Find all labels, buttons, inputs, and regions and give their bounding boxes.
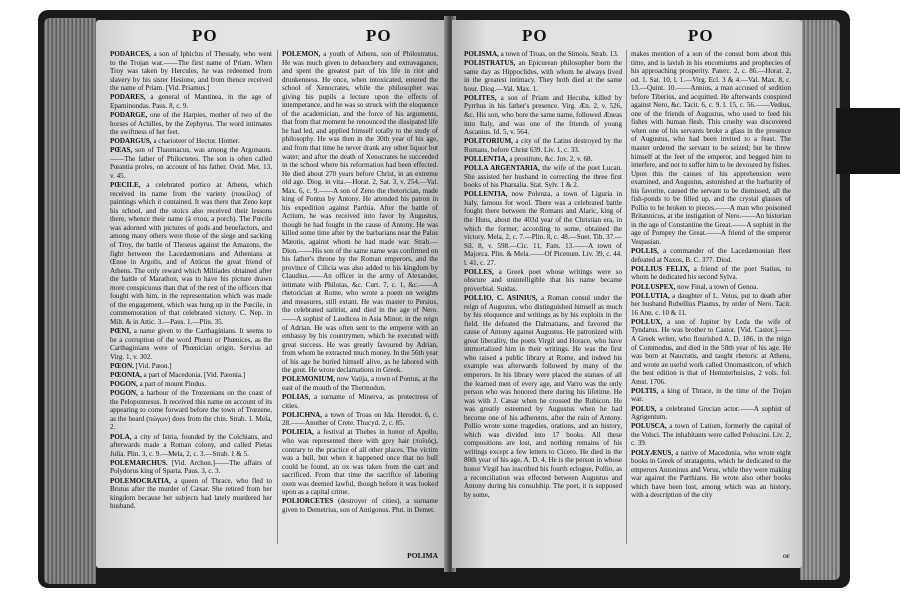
entry-headword: POLLIO, C. ASINIUS, <box>464 294 538 303</box>
dictionary-entry <box>110 146 272 180</box>
left-page-header <box>96 26 448 48</box>
dictionary-entry <box>282 393 438 410</box>
entry-text: a part of Macedonia. [Vid. Pæonia.] <box>143 370 246 379</box>
entry-text: a part of mount Pindus. <box>139 380 206 389</box>
entry-text: a city of Istria, founded by the Colchians, and afterwards made a Roman colony, and called Pietas Julia. Plin. 3, c. 9.—Mela, 2, c. 3.—Strab. 1 & 5. <box>110 432 272 458</box>
entry-text: a charioteer of Hector. Homer. <box>153 137 240 146</box>
entry-text: a youth of Athens, son of Philostratus. He was much given to debauchery and extravagance, and spent the greatest part of his life in riot and drunkenness. He once, when intoxicated, entered the school of Xenocrates, while the philosopher was giving his pupils a lecture upon the effects of intemperance, and he was so struck with the eloquence of the academician, and the force of his arguments, that from that moment he renounced the dissipated life he had led, and applied himself totally to the study of philosophy. He was then in the 30th year of his age, and from that time he never drank any other liquor but water; and after the death of Xenocrates he succeeded in the school where his reformation had been effected. He died about 270 years before Christ, in an extreme old age. Diog. in vita.—Horat. 2, Sat. 3, v. 254.—Val. Max. 6, c. 9.——A son of Zeno the rhetorician, made king of Pontus by Antony. He attended his patron in his expedition against Parthia. After the battle of Actium, he was received into favor by Augustus, though he had fought in the cause of Antony. He was killed some time after by the barbarians near the Palus Mæotis, against whom he had made war. Strab.—Dion.——His son of the same name was confirmed on his father's throne by the Roman emperors, and the province of Cilicia was also added to his kingdom by Claudius.——An officer in the army of Alexander, intimate with Philotas, &c. Curt. 7, c. 1, &c.——A rhetorician at Rome, who wrote a poem on weights and measures, still extant. He was master to Persius, the celebrated satirist, and died in the age of Nero.——A sophist of Laodicea in Asia Minor, in the reign of Adrian. He was often sent to the emperor with an embassy by his countrymen, which he executed with great success. He was greatly favoured by Adrian, from whom he extracted much money. In the 56th year of his age he buried himself alive, as he labored with the gout. He wrote declamations in Greek. <box>282 50 438 375</box>
dictionary-entry <box>631 318 791 386</box>
entry-text: the wife of the poet Lucan. She assisted her husband in correcting the three first books of his Pharsalia. Stat. Sylv. 1 & 2. <box>464 164 622 190</box>
entry-text: a festival at Thebes in honor of Apollo, who was represented there with grey hair (πολιός), contrary to the practice of all other places. The victim was a bull, but when it happened once that no bull could be found, an ox was taken from the cart and sacrificed. From that time the sacrifice of laboring oxen was deemed lawful, though before it was looked upon as a capital crime. <box>282 428 438 497</box>
entry-text: [Vid. Archon.]——The affairs of Polydorus king of Sparta. Paus. 3, c. 3. <box>110 458 272 476</box>
entry-headword: POLLENTIA, <box>464 190 508 199</box>
entry-text: a Greek poet whose writings were so obscure and unintelligible that his name became proverbial. Suidas. <box>464 267 622 293</box>
entry-text: a general of Mantinea, in the age of Epaminondas. Paus. 8, c. 9. <box>110 93 272 110</box>
right-column-1 <box>464 50 622 546</box>
dictionary-entry <box>464 190 622 267</box>
entry-headword: POLTIS, <box>631 386 659 395</box>
entry-text: a prostitute, &c. Juv. 2, v. 68. <box>509 154 593 163</box>
entry-text: a celebrated Grecian actor.——A sophist of Agrigentum. <box>631 404 791 422</box>
entry-headword: POLEMARCHUS. <box>110 458 168 467</box>
entry-headword: PŒON. <box>110 361 134 370</box>
entry-text: a harbour of the Trœzenians on the coast of the Peloponnesus. It received this name on account of its appearing to come forward before the town of Trœzene, as the beard (πώγων) does from the chin. Strab. 1. Mela, 2. <box>110 389 272 432</box>
entry-headword: POLITES, <box>464 93 497 102</box>
dictionary-entry <box>110 137 272 146</box>
entry-headword: PŒNI, <box>110 327 132 336</box>
entry-text: a queen of Thrace, who fled to Brutus after the murder of Cæsar. She retired from her kingdom because her subjects had lately murdered her husband. <box>110 476 272 511</box>
right-headword-2: PO <box>688 26 714 45</box>
dictionary-entry <box>282 375 438 392</box>
entry-text: a friend of the poet Statius, to whom he dedicated his second Sylva. <box>631 264 791 282</box>
left-headword-2: PO <box>366 26 392 45</box>
right-page-header <box>452 26 802 48</box>
entry-headword: POLLUX, <box>631 317 663 326</box>
dictionary-entry <box>110 111 272 137</box>
entry-text: one of the Harpies, mother of two of the horses of Achilles, by the Zephyrus. The word intimates the swiftness of her feet. <box>110 111 272 137</box>
entry-text: a name given to the Carthaginians. It seems to be a corruption of the word Phœni or Phœnices, as the Carthaginians were of Phœnician origin. Servius ad Virg. 1, v. 302. <box>110 327 272 361</box>
dictionary-entry <box>464 294 622 499</box>
dictionary-entry <box>110 181 272 326</box>
entry-text: a town of Latium, formerly the capital of the Volsci. The inhabitants were called Poluscini. Liv. 2, c. 39. <box>631 422 791 448</box>
entry-text: a son of Priam and Hecuba, killed by Pyrrhus in his father's presence. Virg. Æn. 2, v. 526, &c. His son, who bore the same name, followed Æneas into Italy, and was one of the friends of young Ascanius. Id. 5, v. 564. <box>464 93 622 137</box>
dictionary-entry <box>631 405 791 422</box>
page-edges-right <box>800 20 840 580</box>
entry-text: now Vatija, a town of Pontus, at the east of the mouth of the Thermodon. <box>282 375 438 392</box>
column-rule <box>626 50 627 544</box>
entry-headword: POLLES, <box>464 267 494 276</box>
dictionary-entry <box>631 247 791 264</box>
entry-text: a city of the Latins destroyed by the Romans, before Christ 639. Liv. 1, c. 33. <box>464 137 622 154</box>
entry-headword: POLLA ARGENTARIA, <box>464 164 540 173</box>
dictionary-entry <box>282 50 438 375</box>
entry-headword: POLYÆNUS, <box>631 448 674 457</box>
bookmark-tab <box>836 108 900 174</box>
entry-headword: POLEMOCRATIA, <box>110 476 171 485</box>
entry-headword: POLLIS, <box>631 247 659 256</box>
column-rule <box>277 50 278 544</box>
entry-headword: POLIEIA, <box>282 428 314 437</box>
entry-headword: POLICHNA, <box>282 410 323 419</box>
dictionary-entry <box>110 362 272 371</box>
entry-headword: POLISMA, <box>464 50 499 58</box>
entry-headword: POLLENTIA, <box>464 154 508 163</box>
entry-text: [Vid. Pæon.] <box>135 361 172 370</box>
left-page <box>96 20 448 568</box>
left-headword-1: PO <box>192 26 218 45</box>
left-column-1 <box>110 50 272 546</box>
entry-headword: POLITORIUM, <box>464 137 513 146</box>
dictionary-entry <box>282 428 438 496</box>
entry-headword: PŒONIA, <box>110 370 142 379</box>
dictionary-entry <box>464 155 622 164</box>
entry-headword: POLA, <box>110 432 132 441</box>
dictionary-entry <box>110 477 272 511</box>
right-column-2 <box>631 50 791 546</box>
dictionary-entry <box>282 497 438 514</box>
entry-headword: POLLUSPEX, <box>631 282 676 291</box>
dictionary-entry <box>110 433 272 459</box>
entry-text: a son of Jupiter by Leda the wife of Tyndarus. He was brother to Castor. [Vid. Castor.]——A Greek writer, who flourished A. D. 186, in the reign of Commodus, and died in the 58th year of his age. He was born at Naucratis, and taught rhetoric at Athens, and wrote an useful work called Onomasticon, of which the best edition is that of Hemsterhuisius, 2 vols. fol. Amst. 1706. <box>631 317 791 386</box>
dictionary-entry <box>110 93 272 110</box>
entry-text: son of Thaumacus, was among the Argonauts.——The father of Philoctetes. The son is often called Pœantia proles, on account of his father. Ovid. Met. 13, v. 45. <box>110 146 272 181</box>
right-catchword: of <box>783 551 790 560</box>
dictionary-entry <box>464 164 622 190</box>
dictionary-entry <box>631 50 791 247</box>
dictionary-entry <box>631 283 791 292</box>
entry-text: a town of Troas, on the Simois. Strab. 13. <box>500 50 619 58</box>
page-edges-left <box>44 18 96 584</box>
dictionary-entry <box>631 449 791 500</box>
entry-text: a king of Thrace, in the time of the Trojan war. <box>631 386 791 404</box>
entry-text: a surname of Minerva, as protectress of cities. <box>282 393 438 410</box>
entry-text: now Final, a town of Genoa. <box>677 282 759 291</box>
dictionary-entry <box>110 380 272 389</box>
entry-text: now Polenza, a town of Liguria in Italy, famous for wool. There was a celebrated battle fought there between the Romans and Alaric, king of the Huns, about the 403d year of the Christian era, in which the former, according to some, obtained the victory. Mela, 2, c. 7.—Plin. 8, c. 48.—Suet. Tib. 37.—Sil. 8, v. 598.—Cic. 11, Fam. 13.——A town of Majorca. Plin. & Mela.——Of Picenum. Liv. 39, c. 44. l. 41, c. 27. <box>464 190 622 267</box>
entry-headword: PŒAS, <box>110 146 133 155</box>
dictionary-entry <box>631 265 791 282</box>
entry-text: a commander of the Lacedæmonian fleet defeated at Naxos, B. C. 377. Diod. <box>631 247 791 264</box>
entry-headword: POLIORCETES <box>282 497 334 506</box>
entry-text: makes mention of a son of the consul born about this time, and is lavish in his encomiums and prophecies of his approaching prosperity. Paterc. 2, c. 86.—Horat. 2, od. 1. Sat. 10, l. 1.—Virg. Ecl. 3 & 4.—Val. Max. 8, c. 13.—Quint. 10.——Annius, a man accused of sedition before Tiberius, and acquitted. He afterwards conspired against Nero, &c. Tacit. 6, c. 9. l. 15, c. 56.——Vedius, one of the friends of Augustus, who used to feed his fishes with human flesh. This cruelty was discovered when one of his servants broke a glass in the presence of Augustus, who had been invited to a feast. The master ordered the servant to be seized; but he threw himself at the feet of the emperor, and begged him to interfere, and not to suffer him to be devoured by fishes. Upon this the causes of his apprehension were examined, and Augustus, astonished at the barbarity of his favorite, caused the servant to be dismissed, all the fish-ponds to be filled up, and the crystal glasses of Pollio to be broken to pieces.——A man who poisoned Britannicus, at the instigation of Nero.——An historian in the age of Constantine the Great.——A sophist in the age of Pompey the Great.——A friend of the emperor Vespasian. <box>631 50 791 247</box>
dictionary-entry <box>464 137 622 154</box>
dictionary-entry <box>464 59 622 93</box>
left-column-2 <box>282 50 438 546</box>
dictionary-entry <box>631 292 791 318</box>
entry-text: a Roman consul under the reign of Augustus, who distinguished himself as much by his eloquence and writings as by his exploits in the field. He defeated the Dalmatians, and favored the cause of Antony against Augustus. He patronized with great liberality, the poets Virgil and Horace, who have immortalized him in their writings. He was the first who raised a public library at Rome, and indeed his example was afterwards followed by many of the emperors. In his library were placed the statues of all the learned men of every age, and Varro was the only person who was honored there during his lifetime. He was with J. Cæsar when he crossed the Rubicon. He was greatly esteemed by Augustus when he had become one of his adherents, after the ruin of Antony. Pollio wrote some tragedies, orations, and an history, which was divided into 17 books. All these compositions are lost, and nothing remains of his writings except a few letters to Cicero. He died in the 80th year of his age, A. D. 4. He is the person in whose honor Virgil has inscribed his fourth eclogue, Pollio, as a reconciliation was effected between Augustus and Antony during his consulship. The poet, it is supposed by some, <box>464 294 622 499</box>
entry-text: an Epicurean philosopher born the same day as Hippoclides, with whom he always lived in the greatest intimacy. They both died at the same hour. Diog.—Val. Max. 1. <box>464 59 622 93</box>
entry-headword: POGON, <box>110 389 138 398</box>
dictionary-entry <box>464 94 622 137</box>
entry-text: a daughter of L. Vetus, put to death after her husband Rubellius Plautus, by order of Nero. Tacit. 16 Ann. c. 10 & 11. <box>631 291 791 317</box>
dictionary-entry <box>110 389 272 432</box>
dictionary-entry <box>631 387 791 404</box>
entry-headword: PŒCILE, <box>110 181 141 190</box>
dictionary-entry <box>110 371 272 380</box>
entry-headword: PODARES, <box>110 93 146 102</box>
entry-headword: POGON, <box>110 380 138 389</box>
dictionary-entry <box>282 411 438 428</box>
entry-headword: PODARCES, <box>110 50 151 58</box>
left-catchword: POLIMA <box>407 551 438 560</box>
entry-text: a town of Troas on Ida. Herodot. 6, c. 28.——Another of Crete. Thucyd. 2, c. 85. <box>282 410 438 428</box>
right-page <box>452 20 802 568</box>
entry-text: (destroyer of cities), a surname given to Demetrius, son of Antigonus. Plut. in Demet. <box>282 497 438 514</box>
dictionary-entry <box>110 50 272 93</box>
dictionary-entry <box>464 268 622 294</box>
dictionary-entry <box>110 459 272 476</box>
entry-headword: POLEMON, <box>282 50 321 58</box>
entry-headword: PODARGUS, <box>110 137 152 146</box>
entry-headword: POLUS, <box>631 404 657 413</box>
entry-text: a celebrated portico at Athens, which received its name from the variety (ποικίλος) of paintings which it contained. It was there that Zeno kept his school, and the stoics also received their lessons there, whence their name (à στοα, a porch). The Pœcile was adorned with pictures of gods and benefactors, and among many others were those of the siege and sacking of Troy, the battle of Theseus against the Amazons, the fight between the Lacedæmonians and Athenians at Œnoe in Argolis, and of Atticus the great friend of Athens. The only reward which Miltiades obtained after the battle of Marathon, was to have his picture drawn more conspicuous than that of the rest of the officers that fought with him, in the representation which was made of the engagement, which was hung up in the Pœcile, in commemoration of that celebrated victory. C. Nep. in Milt. & in Attic. 3.—Paus. 1.—Plin. 35. <box>110 181 272 326</box>
entry-text: a son of Iphiclus of Thessaly, who went to the Trojan war.——The first name of Priam. When Troy was taken by Hercules, he was redeemed from slavery by his sister Hesione, and from thence received the name of Priam. [Vid. Priamus.] <box>110 50 272 93</box>
entry-headword: POLIAS, <box>282 393 311 402</box>
dictionary-entry <box>110 327 272 361</box>
dictionary-entry <box>464 50 622 59</box>
entry-headword: POLLIUS FELIX, <box>631 264 690 273</box>
entry-headword: POLEMONIUM, <box>282 375 336 384</box>
entry-headword: POLLUTIA, <box>631 291 670 300</box>
right-headword-1: PO <box>522 26 548 45</box>
entry-text: a native of Macedonia, who wrote eight books in Greek of stratagems, which he dedicated to the emperors Antoninus and Verus, while they were making war against the Parthians. He wrote also other books which have been lost, among which was an history, with a description of the city <box>631 448 791 500</box>
entry-headword: POLISTRATUS, <box>464 59 516 68</box>
dictionary-entry <box>631 422 791 448</box>
entry-headword: PODARGE, <box>110 111 148 120</box>
entry-headword: POLUSCA, <box>631 422 667 431</box>
